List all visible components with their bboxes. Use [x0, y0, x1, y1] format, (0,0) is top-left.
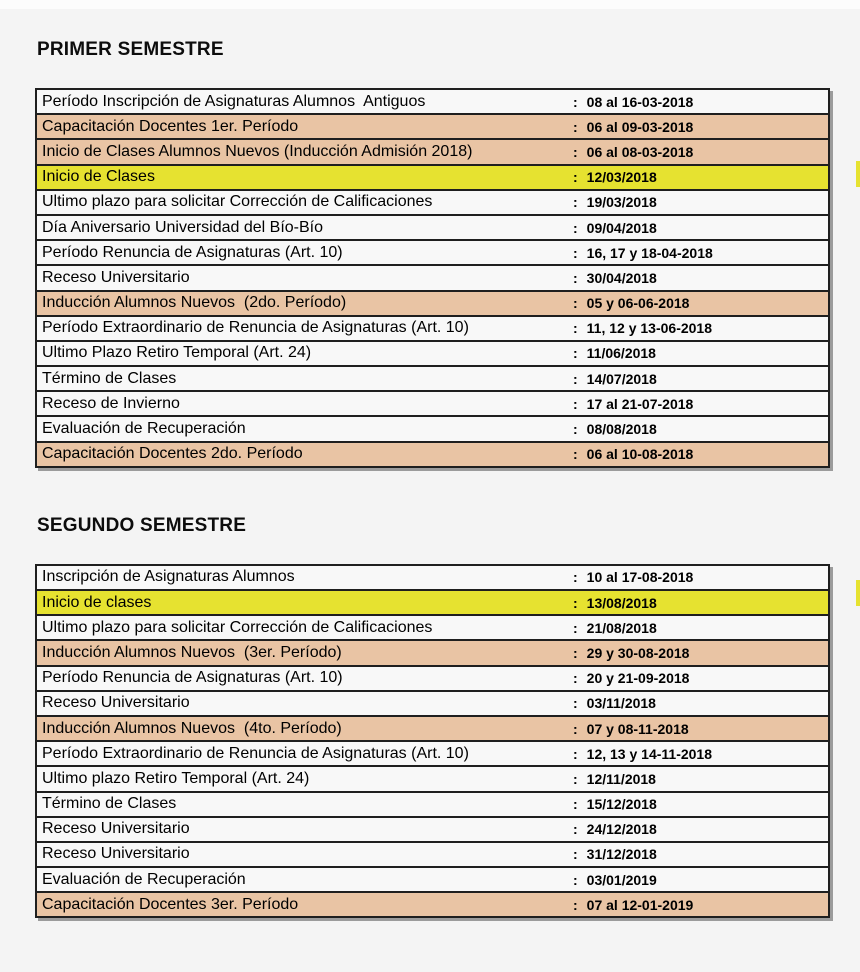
event-date-text: 12, 13 y 14-11-2018: [586, 745, 713, 762]
event-date-cell: [573, 747, 828, 761]
calendar-event-row: [37, 641, 828, 666]
event-date-cell: [573, 246, 828, 260]
event-date-text: 03/11/2018: [586, 695, 656, 712]
event-date-cell: [573, 346, 828, 360]
event-label: Receso Universitario: [42, 821, 190, 838]
colon-separator: :: [573, 745, 578, 762]
event-date-cell: [573, 447, 828, 461]
calendar-event-row: [37, 216, 828, 241]
event-date-cell: [573, 221, 828, 235]
event-date-cell: [573, 271, 828, 285]
semester-1-title: PRIMER SEMESTRE: [37, 39, 224, 60]
calendar-event-row: [37, 767, 828, 792]
colon-separator: :: [573, 871, 578, 888]
calendar-event-row: [37, 443, 828, 466]
event-label: Período Renuncia de Asignaturas (Art. 10): [42, 670, 343, 687]
event-label: Período Extraordinario de Renuncia de Asignaturas (Art. 10): [42, 745, 469, 762]
colon-separator: :: [573, 421, 578, 438]
colon-separator: :: [573, 619, 578, 636]
colon-separator: :: [573, 594, 578, 611]
event-date-text: 13/08/2018: [586, 594, 657, 611]
calendar-event-row: [37, 868, 828, 893]
colon-separator: :: [573, 446, 578, 463]
event-date-cell: [573, 873, 828, 887]
event-date-cell: [573, 772, 828, 786]
event-label: Inducción Alumnos Nuevos (3er. Período): [42, 644, 342, 661]
event-label: Día Aniversario Universidad del Bío-Bío: [42, 219, 324, 236]
event-date-text: 11, 12 y 13-06-2018: [586, 320, 713, 337]
event-date-cell: [573, 422, 828, 436]
event-date-cell: [573, 696, 828, 710]
event-date-cell: [573, 296, 828, 310]
event-date-text: 20 y 21-09-2018: [586, 670, 690, 687]
event-date-text: 10 al 17-08-2018: [586, 569, 694, 586]
event-date-cell: [573, 321, 828, 335]
event-date-text: 14/07/2018: [586, 370, 657, 387]
event-date-text: 15/12/2018: [586, 796, 657, 813]
calendar-event-row: [37, 115, 828, 140]
calendar-event-row: [37, 367, 828, 392]
event-label: Período Inscripción de Asignaturas Alumnos Antiguos: [42, 93, 426, 110]
event-date-cell: [573, 570, 828, 584]
calendar-event-row: [37, 793, 828, 818]
colon-separator: :: [573, 670, 578, 687]
calendar-event-row: [37, 140, 828, 165]
event-label: Receso de Invierno: [42, 395, 180, 412]
calendar-event-row: [37, 692, 828, 717]
event-date-text: 06 al 08-03-2018: [586, 143, 694, 160]
event-date-text: 17 al 21-07-2018: [586, 395, 694, 412]
event-date-text: 29 y 30-08-2018: [586, 644, 690, 661]
colon-separator: :: [573, 846, 578, 863]
colon-separator: :: [573, 821, 578, 838]
event-date-text: 08/08/2018: [586, 421, 657, 438]
colon-separator: :: [573, 295, 578, 312]
event-label: Ultimo Plazo Retiro Temporal (Art. 24): [42, 345, 312, 362]
colon-separator: :: [573, 370, 578, 387]
calendar-event-row: [37, 266, 828, 291]
event-label: Capacitación Docentes 2do. Período: [42, 446, 303, 463]
event-label: Inducción Alumnos Nuevos (2do. Período): [42, 295, 347, 312]
colon-separator: :: [573, 244, 578, 261]
event-date-cell: [573, 145, 828, 159]
colon-separator: :: [573, 796, 578, 813]
event-date-cell: [573, 722, 828, 736]
event-label: Ultimo plazo Retiro Temporal (Art. 24): [42, 770, 310, 787]
event-date-text: 16, 17 y 18-04-2018: [586, 244, 713, 261]
event-date-cell: [573, 847, 828, 861]
event-date-text: 24/12/2018: [586, 821, 657, 838]
event-label: Ultimo plazo para solicitar Corrección de Calificaciones: [42, 619, 433, 636]
event-date-text: 05 y 06-06-2018: [586, 295, 690, 312]
semester-2-title: SEGUNDO SEMESTRE: [37, 514, 247, 536]
event-date-text: 31/12/2018: [586, 846, 657, 863]
calendar-event-row: [37, 591, 828, 616]
calendar-event-row: [37, 818, 828, 843]
calendar-event-row: [37, 893, 828, 916]
event-date-text: 09/04/2018: [586, 219, 657, 236]
calendar-event-row: [37, 717, 828, 742]
calendar-event-row: [37, 166, 828, 191]
event-date-text: 12/11/2018: [586, 770, 656, 787]
event-label: Evaluación de Recuperación: [42, 421, 246, 438]
event-label: Término de Clases: [42, 370, 177, 387]
event-date-text: 12/03/2018: [586, 169, 657, 186]
yellow-highlight-overflow-1: [856, 161, 860, 187]
colon-separator: :: [573, 269, 578, 286]
event-date-text: 21/08/2018: [586, 619, 657, 636]
event-date-cell: [573, 822, 828, 836]
calendar-event-row: [37, 616, 828, 641]
calendar-event-row: [37, 667, 828, 692]
calendar-event-row: [37, 317, 828, 342]
calendar-event-row: [37, 843, 828, 868]
event-date-cell: [573, 898, 828, 912]
event-date-text: 03/01/2019: [586, 871, 657, 888]
event-date-text: 06 al 09-03-2018: [586, 118, 694, 135]
colon-separator: :: [573, 720, 578, 737]
event-label: Receso Universitario: [42, 846, 190, 863]
semester-1-table: [35, 88, 830, 468]
event-date-text: 11/06/2018: [586, 345, 656, 362]
event-date-cell: [573, 797, 828, 811]
event-date-cell: [573, 120, 828, 134]
event-label: Receso Universitario: [42, 269, 190, 286]
colon-separator: :: [573, 169, 578, 186]
event-date-cell: [573, 372, 828, 386]
colon-separator: :: [573, 194, 578, 211]
event-date-cell: [573, 596, 828, 610]
event-date-text: 07 y 08-11-2018: [586, 720, 689, 737]
event-date-text: 19/03/2018: [586, 194, 657, 211]
colon-separator: :: [573, 345, 578, 362]
calendar-event-row: [37, 392, 828, 417]
colon-separator: :: [573, 770, 578, 787]
colon-separator: :: [573, 118, 578, 135]
calendar-event-row: [37, 342, 828, 367]
colon-separator: :: [573, 644, 578, 661]
colon-separator: :: [573, 143, 578, 160]
event-date-cell: [573, 646, 828, 660]
calendar-event-row: [37, 241, 828, 266]
event-label: Inducción Alumnos Nuevos (4to. Período): [42, 720, 342, 737]
event-date-cell: [573, 397, 828, 411]
calendar-event-row: [37, 566, 828, 591]
calendar-event-row: [37, 191, 828, 216]
event-label: Inscripción de Asignaturas Alumnos: [42, 569, 295, 586]
colon-separator: :: [573, 320, 578, 337]
yellow-highlight-overflow-2: [856, 580, 860, 606]
semester-2-table: [35, 564, 830, 919]
calendar-event-row: [37, 292, 828, 317]
event-label: Capacitación Docentes 1er. Período: [42, 118, 299, 135]
event-label: Término de Clases: [42, 796, 177, 813]
event-label: Período Extraordinario de Renuncia de Asignaturas (Art. 10): [42, 320, 469, 337]
event-date-cell: [573, 95, 828, 109]
event-date-text: 08 al 16-03-2018: [586, 93, 694, 110]
colon-separator: :: [573, 395, 578, 412]
calendar-event-row: [37, 90, 828, 115]
event-date-cell: [573, 195, 828, 209]
event-date-cell: [573, 671, 828, 685]
calendar-event-row: [37, 742, 828, 767]
colon-separator: :: [573, 695, 578, 712]
event-label: Receso Universitario: [42, 695, 190, 712]
event-label: Período Renuncia de Asignaturas (Art. 10): [42, 244, 343, 261]
colon-separator: :: [573, 93, 578, 110]
event-label: Inicio de Clases: [42, 169, 155, 186]
event-date-cell: [573, 621, 828, 635]
colon-separator: :: [573, 896, 578, 913]
event-label: Inicio de clases: [42, 594, 152, 611]
event-label: Ultimo plazo para solicitar Corrección de Calificaciones: [42, 194, 433, 211]
event-label: Evaluación de Recuperación: [42, 871, 246, 888]
event-date-text: 07 al 12-01-2019: [586, 896, 694, 913]
event-date-cell: [573, 170, 828, 184]
calendar-event-row: [37, 417, 828, 442]
colon-separator: :: [573, 219, 578, 236]
event-label: Inicio de Clases Alumnos Nuevos (Inducción Admisión 2018): [42, 143, 473, 160]
event-date-text: 06 al 10-08-2018: [586, 446, 694, 463]
colon-separator: :: [573, 569, 578, 586]
event-label: Capacitación Docentes 3er. Período: [42, 896, 299, 913]
top-strip: [0, 0, 860, 9]
event-date-text: 30/04/2018: [586, 269, 657, 286]
